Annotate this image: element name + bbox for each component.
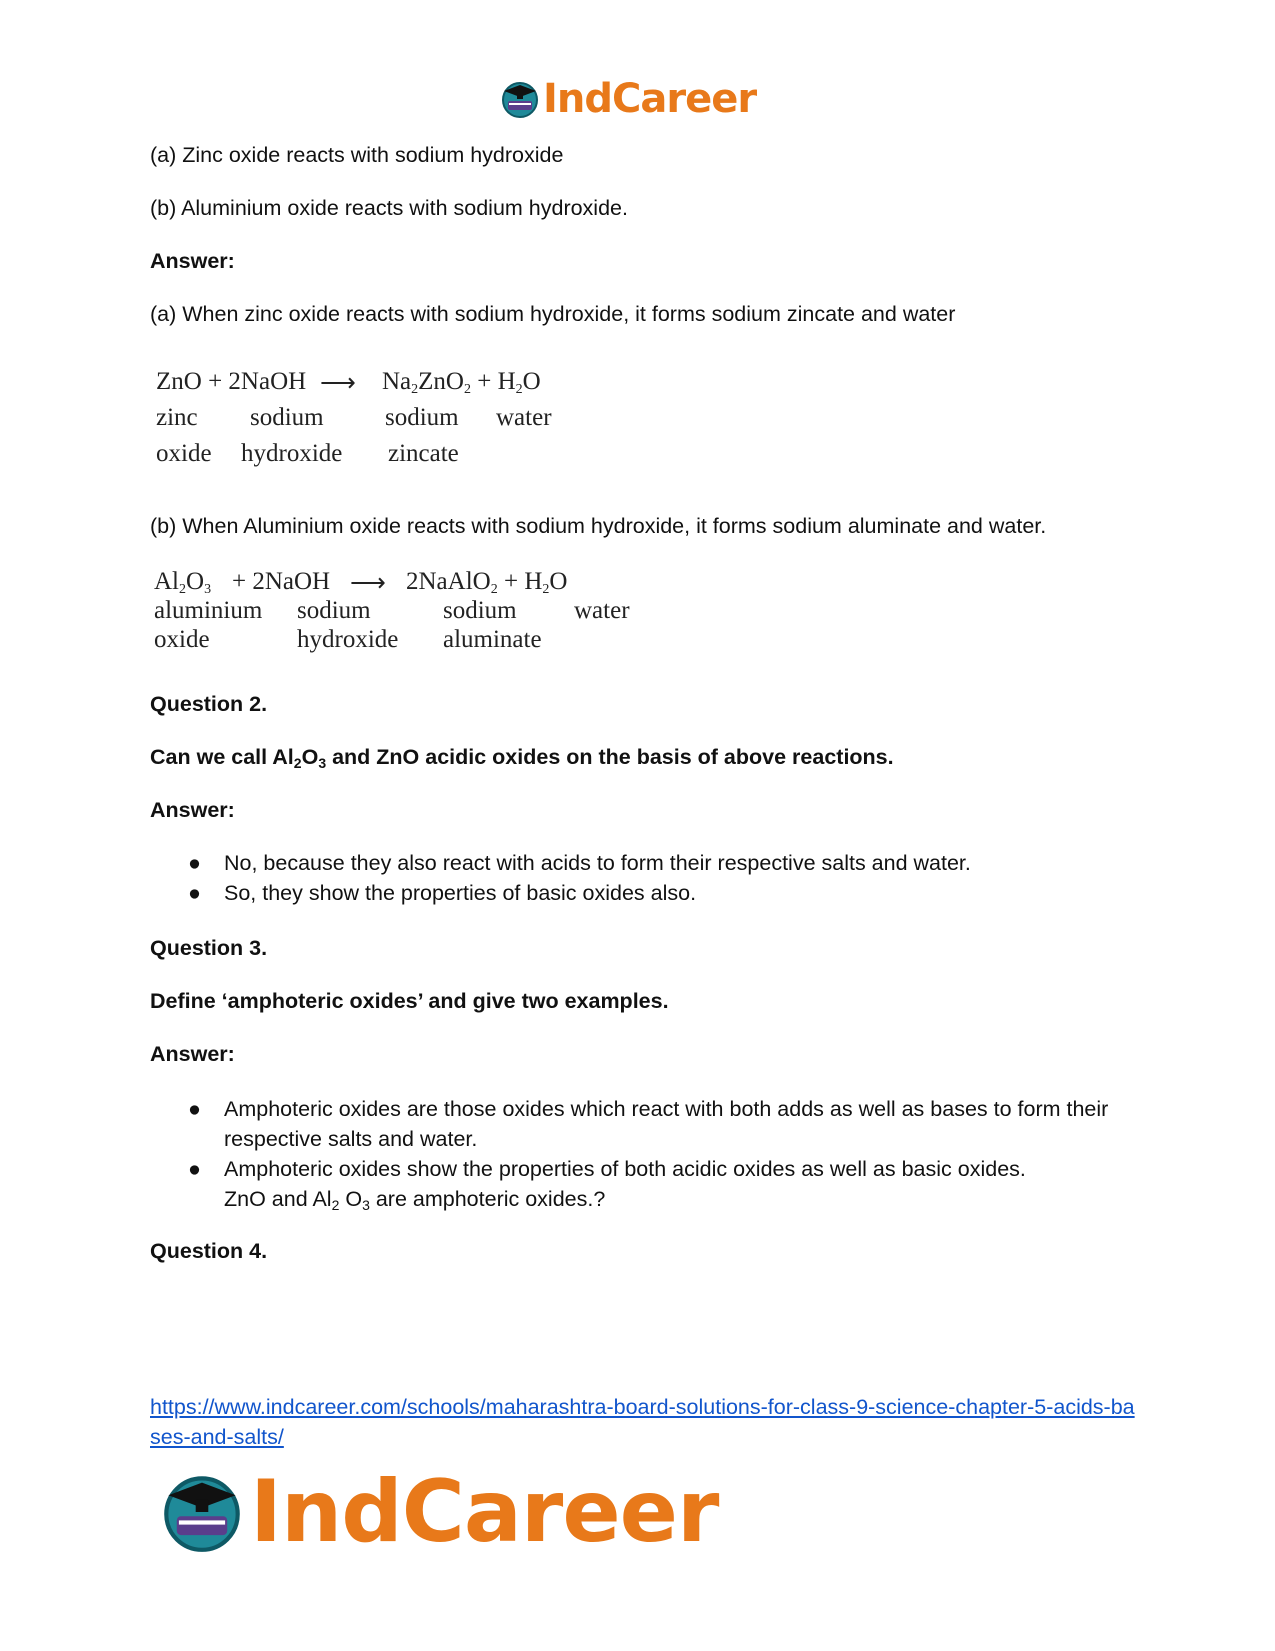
question-part-a: (a) Zinc oxide reacts with sodium hydroxide <box>150 143 564 167</box>
eq1-label: sodium <box>250 404 324 431</box>
bullet-icon: ● <box>188 881 201 905</box>
answer-heading: Answer: <box>150 1042 235 1066</box>
eq1-label: hydroxide <box>241 440 343 467</box>
list-item: ● So, they show the properties of basic oxides also. <box>150 878 1130 908</box>
answer-3-list <box>150 1094 1130 1214</box>
answer-heading: Answer: <box>150 249 235 273</box>
eq2-label: sodium <box>297 597 371 624</box>
graduation-cap-book-globe-icon <box>160 1470 244 1554</box>
equation-aluminium-oxide <box>150 568 640 655</box>
list-item: ● Amphoteric oxides are those oxides which react with both adds as well as bases to form their respective salts and water. <box>150 1094 1130 1154</box>
eq2-label: hydroxide <box>297 626 399 653</box>
question-3-heading: Question 3. <box>150 936 268 960</box>
bullet-icon: ● <box>188 1157 201 1181</box>
graduation-cap-book-globe-icon <box>500 79 540 119</box>
eq2-label: sodium <box>443 597 517 624</box>
source-link[interactable]: https://www.indcareer.com/schools/maharashtra-board-solutions-for-class-9-science-chapter-5-acids-bases-and-salts/ <box>150 1395 1135 1449</box>
eq2-label: oxide <box>154 626 210 653</box>
eq2-label: aluminate <box>443 626 542 653</box>
eq1-label: oxide <box>156 440 212 467</box>
eq1-label: zincate <box>388 440 459 467</box>
bullet-icon: ● <box>188 1097 201 1121</box>
eq1-label: sodium <box>385 404 459 431</box>
logo-wordmark: IndCareer <box>250 1462 719 1562</box>
indcareer-logo <box>160 1462 718 1562</box>
list-item: ● Amphoteric oxides show the properties of both acidic oxides as well as basic oxides. ZnO and $Al_2$ $O_3$ are amphoteric oxides.? <box>150 1154 1130 1214</box>
answer-heading: Answer: <box>150 798 235 822</box>
eq1-label: zinc <box>156 404 198 431</box>
question-2-heading: Question 2. <box>150 692 268 716</box>
question-3-text: Define ‘amphoteric oxides’ and give two examples. <box>150 989 669 1013</box>
indcareer-logo <box>500 76 756 122</box>
logo-wordmark: IndCareer <box>543 76 757 122</box>
answer-part-a: (a) When zinc oxide reacts with sodium hydroxide, it forms sodium zincate and water <box>150 302 956 326</box>
eq2-products: 2NaAlO$_2$ + $H_2O$ <box>406 568 568 597</box>
eq2-reactant-al2o3: $Al_2O_3$ <box>154 568 212 597</box>
eq1-products: $Na_2ZnO_2 + H_2O$ <box>382 368 541 397</box>
eq1-label: water <box>496 404 552 431</box>
equation-zinc-oxide <box>150 368 570 476</box>
question-4-heading: Question 4. <box>150 1239 268 1263</box>
bullet-icon: ● <box>188 851 201 875</box>
eq2-arrow: ⟶ <box>350 570 386 597</box>
answer-part-b: (b) When Aluminium oxide reacts with sodium hydroxide, it forms sodium aluminate and water. <box>150 514 1047 538</box>
eq2-reactant-naoh: + 2NaOH <box>232 568 331 595</box>
question-2-text: Can we call $Al_2O_3$ and ZnO acidic oxides on the basis of above reactions. <box>150 745 894 771</box>
question-part-b: (b) Aluminium oxide reacts with sodium hydroxide. <box>150 196 628 220</box>
list-item: ● No, because they also react with acids to form their respective salts and water. <box>150 848 1130 878</box>
eq1-reactants: ZnO + 2NaOH <box>156 368 307 395</box>
answer-2-list <box>150 848 1130 908</box>
eq2-label: aluminium <box>154 597 263 624</box>
eq1-arrow: ⟶ <box>320 370 356 397</box>
eq2-label: water <box>574 597 630 624</box>
